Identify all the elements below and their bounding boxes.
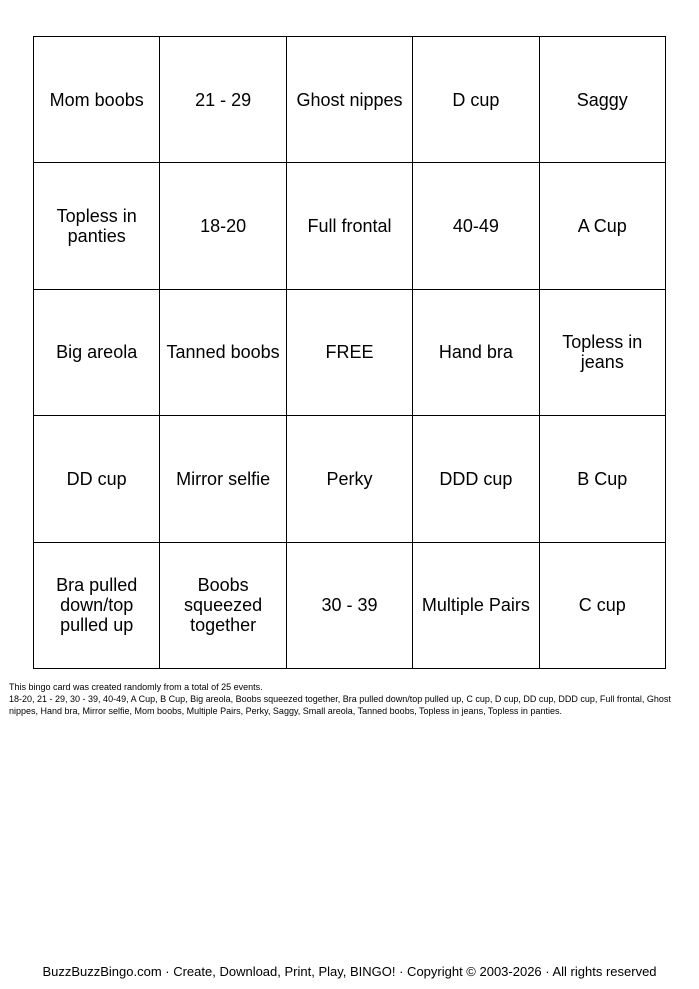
bingo-cell: Topless in jeans (540, 290, 666, 416)
bingo-cell: Topless in panties (34, 163, 160, 289)
bingo-cell: Big areola (34, 290, 160, 416)
bingo-cell: Bra pulled down/top pulled up (34, 543, 160, 669)
bingo-cell: A Cup (540, 163, 666, 289)
bingo-cell: D cup (413, 37, 539, 163)
bingo-cell: 40-49 (413, 163, 539, 289)
bingo-cell: 21 - 29 (160, 37, 286, 163)
bingo-cell: Tanned boobs (160, 290, 286, 416)
bingo-cell: Multiple Pairs (413, 543, 539, 669)
bingo-cell: C cup (540, 543, 666, 669)
bingo-cell: 30 - 39 (287, 543, 413, 669)
bingo-cell: Perky (287, 416, 413, 542)
bingo-cell: Ghost nippes (287, 37, 413, 163)
bingo-cell: DD cup (34, 416, 160, 542)
footer-copyright: BuzzBuzzBingo.com · Create, Download, Print, Play, BINGO! · Copyright © 2003-2026 · All rights reserved (42, 964, 657, 979)
card-info-summary: This bingo card was created randomly from a total of 25 events. (9, 682, 263, 692)
bingo-cell: Full frontal (287, 163, 413, 289)
bingo-cell: Mirror selfie (160, 416, 286, 542)
card-event-list: 18-20, 21 - 29, 30 - 39, 40-49, A Cup, B Cup, Big areola, Boobs squeezed together, Bra pulled down/top pulled up, C cup, D cup, DD cup, DDD cup, Full frontal, Ghost nippes, Hand bra, Mirror selfie, Mom boobs, Multiple Pairs, Perky, Saggy, Small areola, Tanned boobs, Topless in jeans, Topless in panties. (9, 694, 671, 716)
bingo-cell: Boobs squeezed together (160, 543, 286, 669)
bingo-cell: Mom boobs (34, 37, 160, 163)
bingo-cell: DDD cup (413, 416, 539, 542)
card-info (9, 681, 691, 717)
bingo-cell: 18-20 (160, 163, 286, 289)
bingo-card-grid (33, 36, 666, 669)
bingo-cell: Hand bra (413, 290, 539, 416)
bingo-cell: B Cup (540, 416, 666, 542)
bingo-cell: Saggy (540, 37, 666, 163)
bingo-free-cell: FREE (287, 290, 413, 416)
